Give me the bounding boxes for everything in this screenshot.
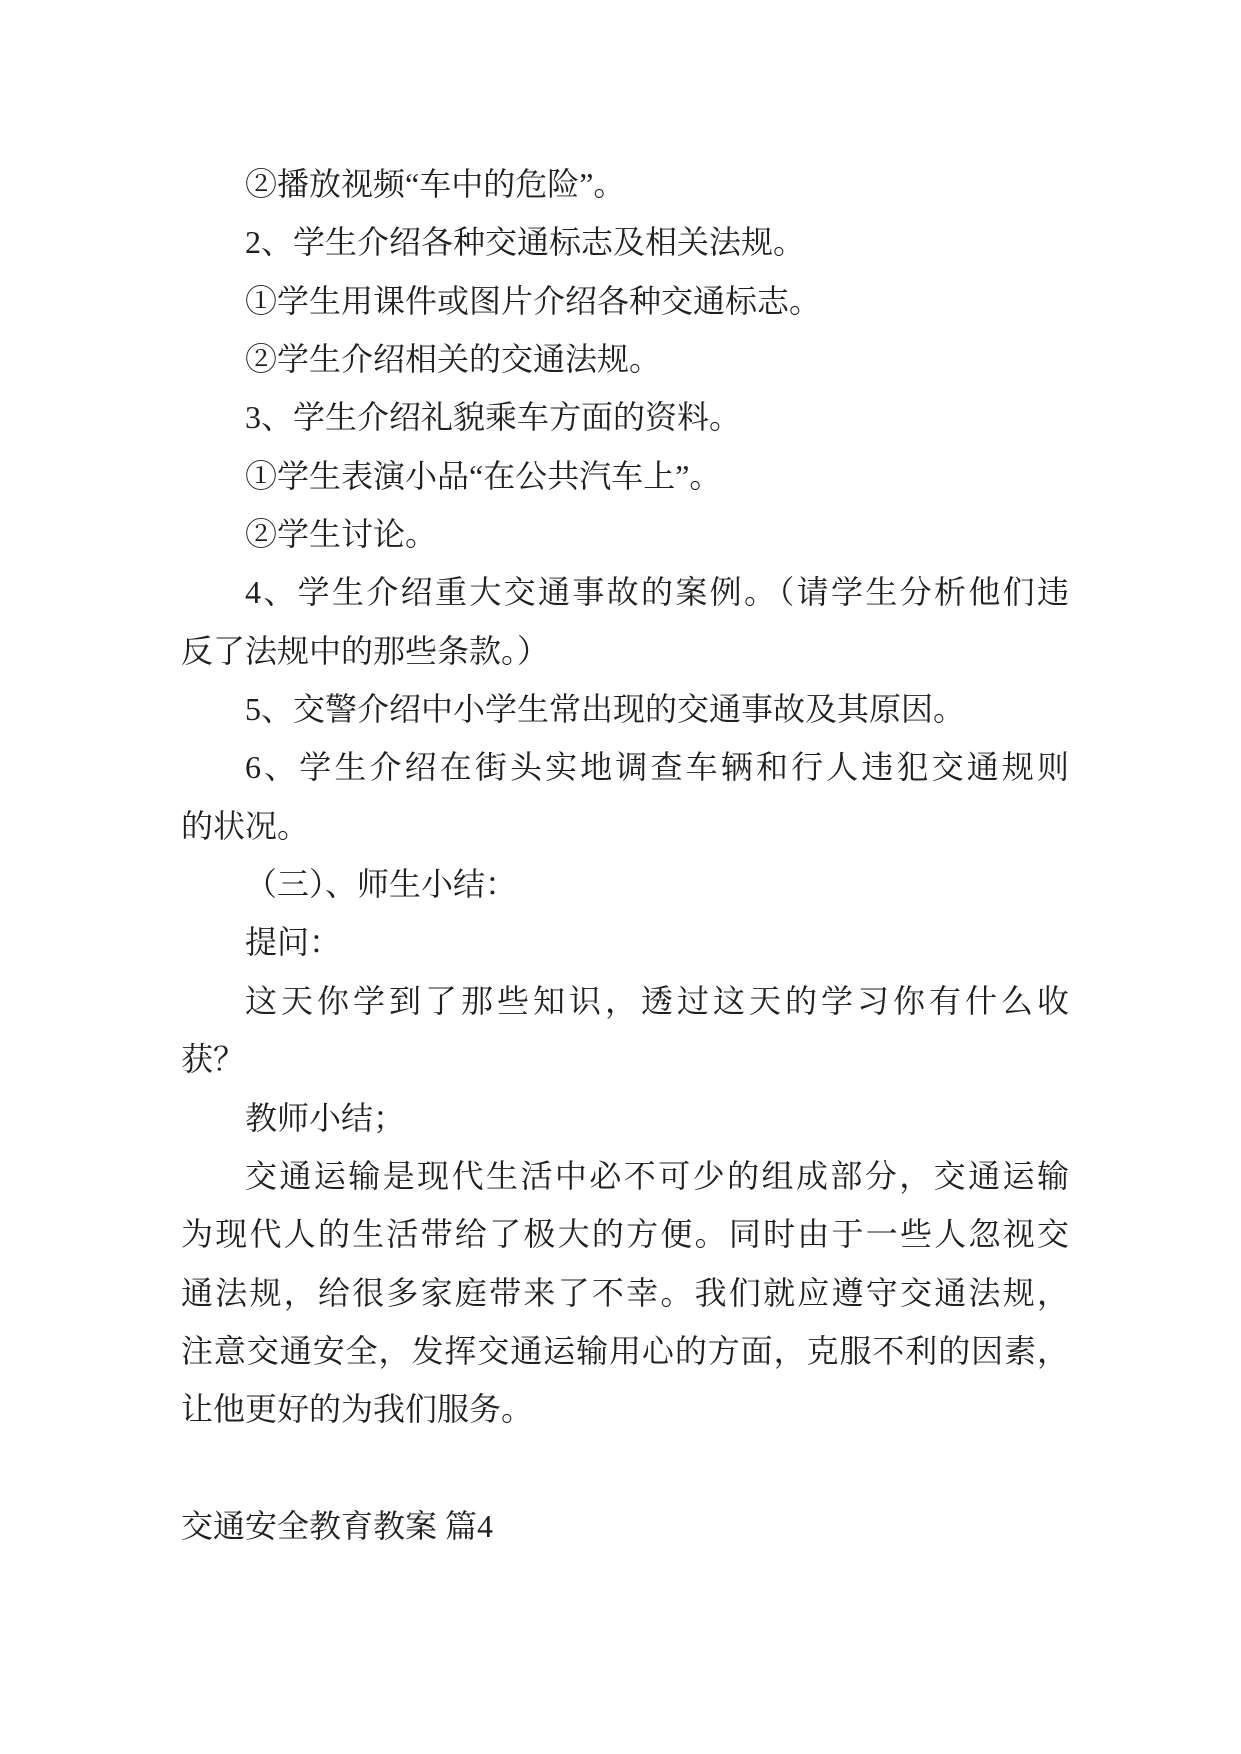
text-line: （三）、师生小结： — [245, 866, 518, 903]
text-line: 这天你学到了那些知识，透过这天的学习你有什么收 — [245, 982, 1069, 1019]
paragraph — [181, 738, 1069, 855]
paragraph — [181, 1089, 1069, 1147]
text-line: 2、学生介绍各种交通标志及相关法规。 — [245, 224, 806, 261]
paragraph — [181, 855, 1069, 913]
paragraph — [181, 913, 1069, 971]
paragraph — [181, 272, 1069, 330]
paragraph — [181, 155, 1069, 213]
paragraph — [181, 972, 1069, 1089]
text-line: 提问： — [245, 924, 342, 961]
text-line: 3、学生介绍礼貌乘车方面的资料。 — [245, 399, 742, 436]
text-line: 5、交警介绍中小学生常出现的交通事故及其原因。 — [245, 691, 966, 728]
text-line: 获？ — [181, 1041, 246, 1078]
text-line: 教师小结； — [245, 1099, 406, 1136]
text-line: 通法规，给很多家庭带来了不幸。我们就应遵守交通法规， — [181, 1274, 1069, 1311]
paragraph — [181, 563, 1069, 680]
paragraph — [181, 505, 1069, 563]
text-line: 让他更好的为我们服务。 — [181, 1391, 534, 1428]
text-line: ①学生表演小品“在公共汽车上”。 — [245, 457, 722, 494]
text-line: ①学生用课件或图片介绍各种交通标志。 — [245, 282, 822, 319]
paragraph — [181, 213, 1069, 271]
paragraph — [181, 330, 1069, 388]
text-line: 的状况。 — [181, 807, 310, 844]
document-body — [181, 155, 1069, 1555]
text-line: 4、学生介绍重大交通事故的案例。（请学生分析他们违 — [245, 574, 1069, 611]
text-line: 交通运输是现代生活中必不可少的组成部分，交通运输 — [245, 1157, 1069, 1194]
text-line: ②学生介绍相关的交通法规。 — [245, 341, 662, 378]
text-line: 6、学生介绍在街头实地调查车辆和行人违犯交通规则 — [245, 749, 1069, 786]
text-line: ②学生讨论。 — [245, 516, 438, 553]
paragraph — [181, 447, 1069, 505]
paragraph — [181, 1147, 1069, 1439]
paragraph — [181, 680, 1069, 738]
paragraph — [181, 388, 1069, 446]
text-line: 反了法规中的那些条款。） — [181, 632, 550, 669]
text-line: ②播放视频“车中的危险”。 — [245, 166, 626, 202]
text-line: 为现代人的生活带给了极大的方便。同时由于一些人忽视交 — [181, 1216, 1069, 1253]
text-line: 注意交通安全，发挥交通运输用心的方面，克服不利的因素， — [181, 1332, 1069, 1369]
paragraph-list — [181, 155, 1069, 1439]
section-heading: 交通安全教育教案 篇4 — [181, 1507, 494, 1544]
